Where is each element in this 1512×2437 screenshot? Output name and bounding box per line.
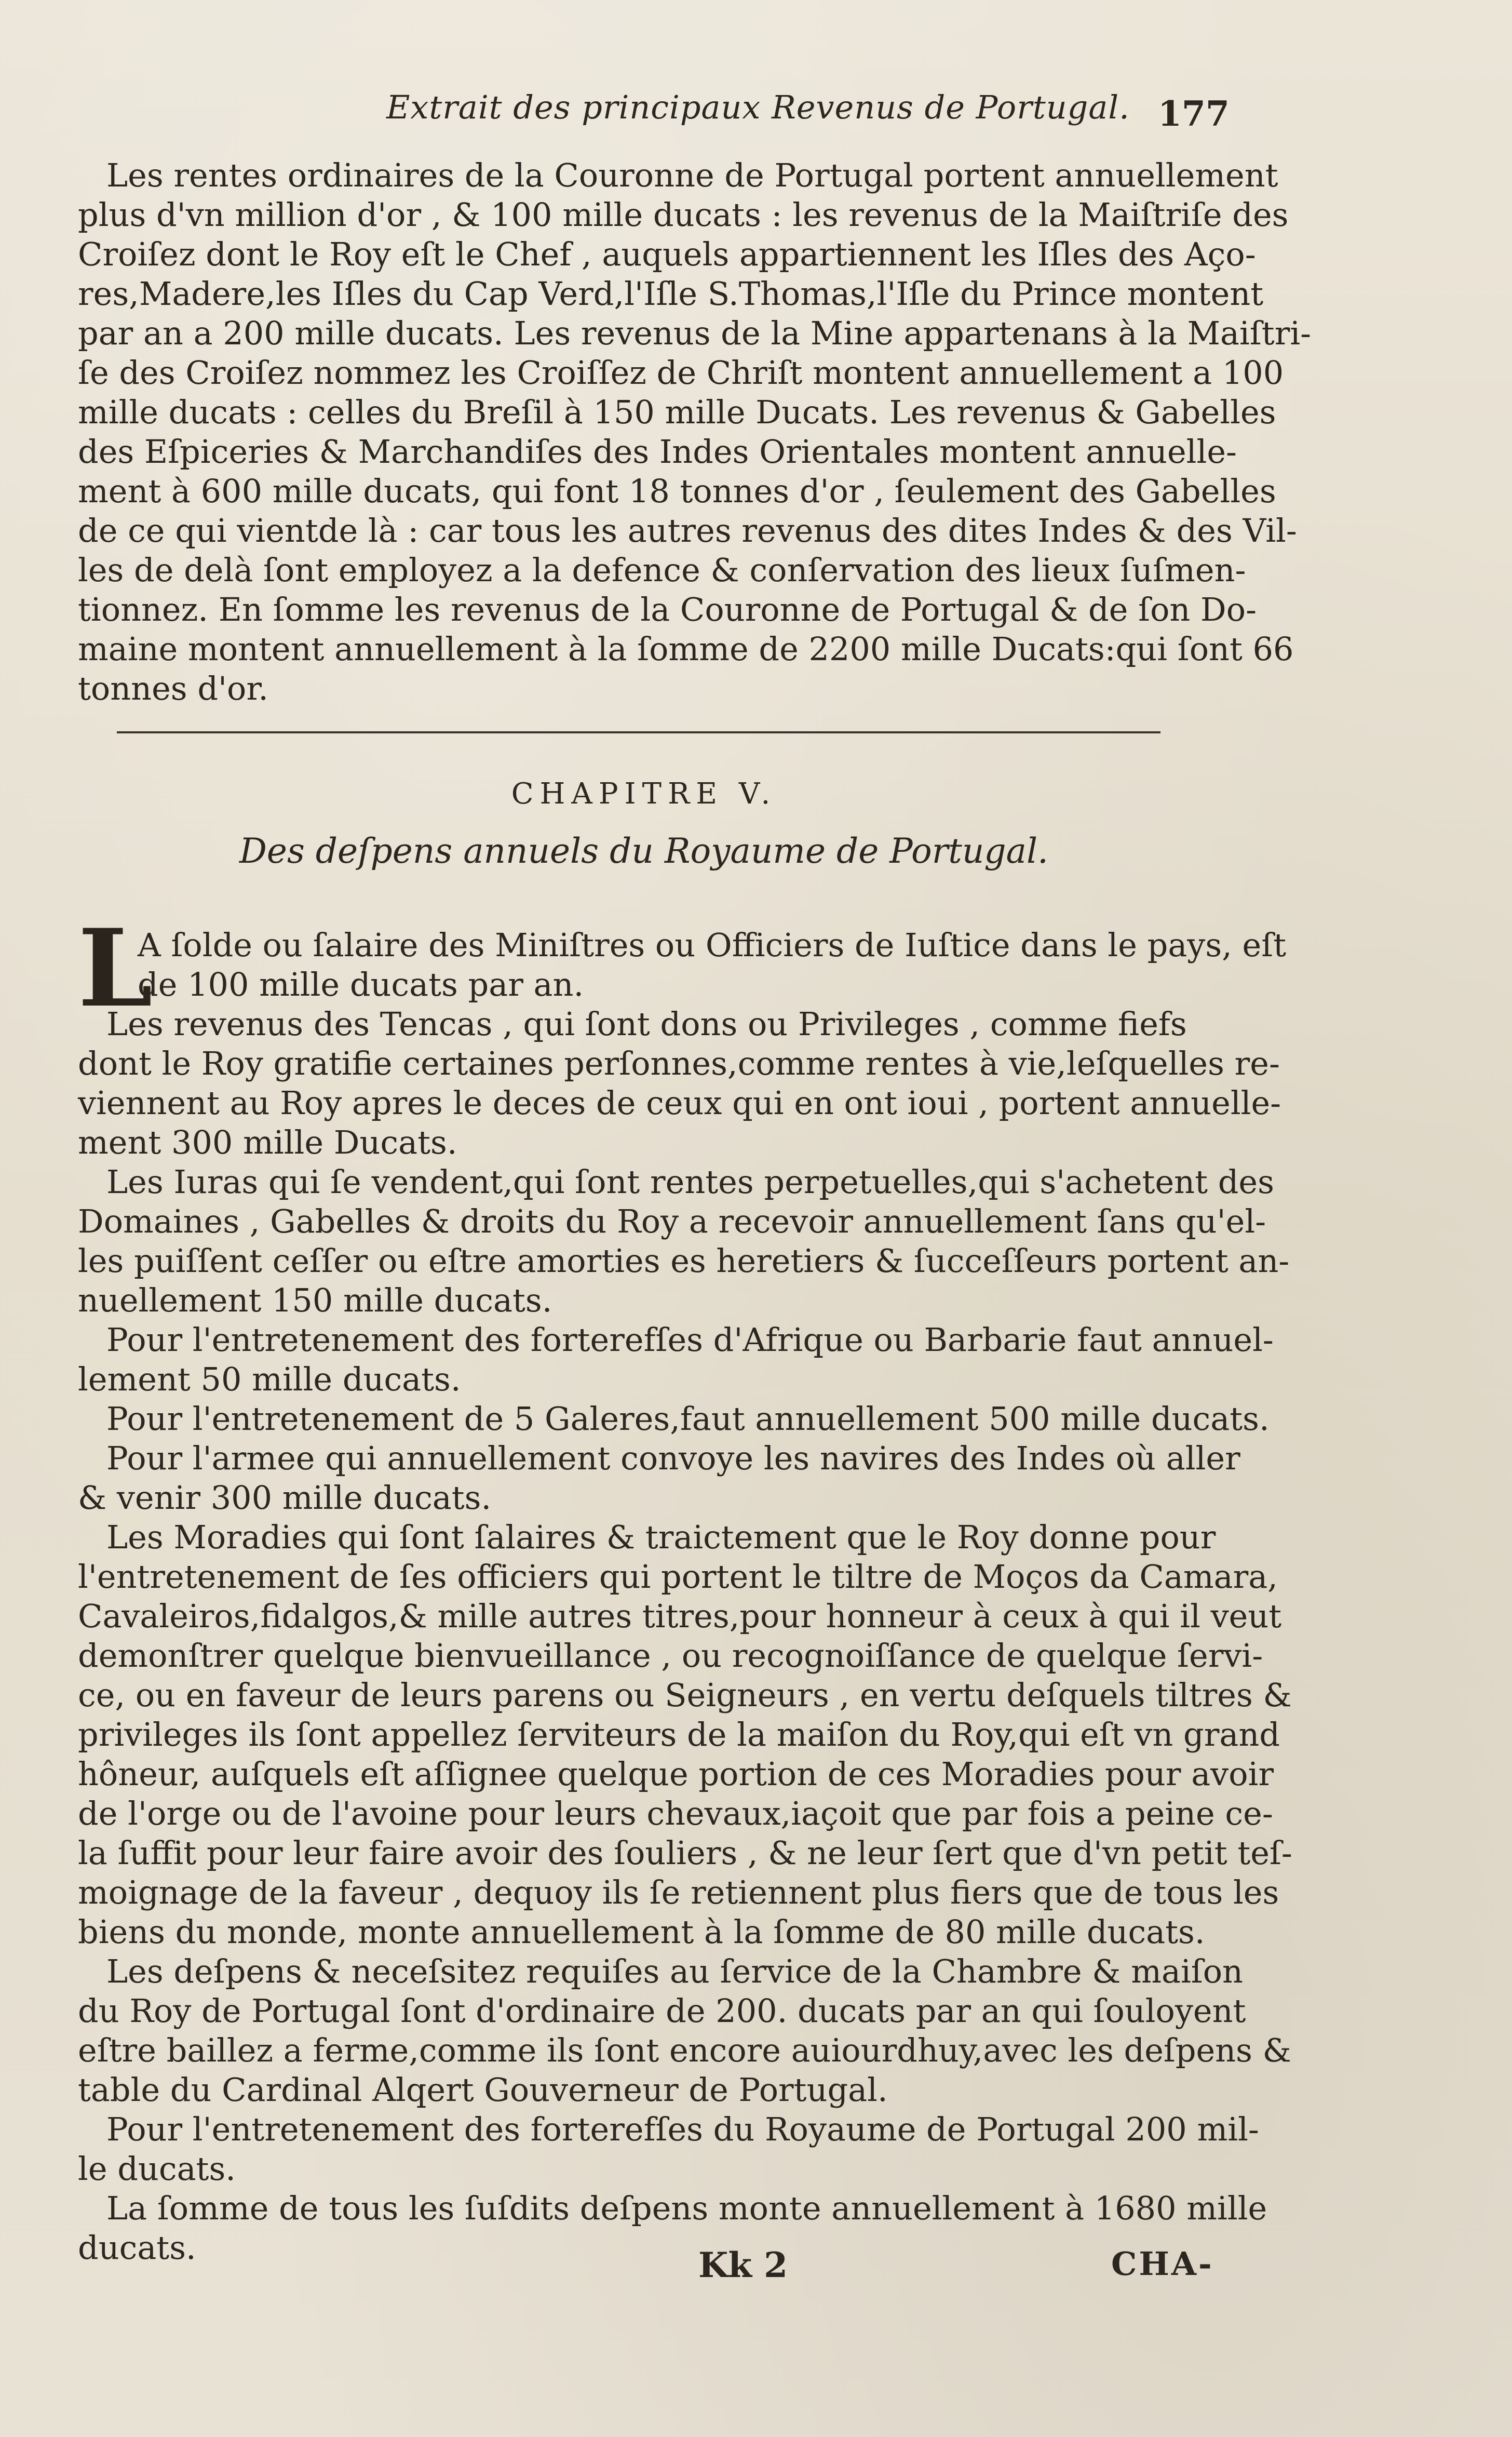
text-line: Pour l'armee qui annuellement convoye les navires des Indes où aller — [106, 1439, 1240, 1477]
drop-cap: L — [78, 906, 153, 1031]
text-line: La ſomme de tous les ſuſdits deſpens monte annuellement à 1680 mille — [106, 2189, 1267, 2227]
text-line: viennent au Roy apres le deces de ceux qui en ont ioui , portent annuelle- — [78, 1084, 1281, 1122]
text-line: de 100 mille ducats par an. — [138, 966, 584, 1003]
text-line: plus d'vn million d'or , & 100 mille ducats : les revenus de la Maiſtriſe des — [78, 196, 1289, 234]
section-divider — [117, 731, 1160, 733]
text-line: A ſolde ou ſalaire des Miniſtres ou Officiers de Iuſtice dans le pays, eſt — [138, 926, 1287, 964]
text-line: biens du monde, monte annuellement à la ſomme de 80 mille ducats. — [78, 1913, 1205, 1951]
chapter-title: Des deſpens annuels du Royaume de Portugal. — [239, 831, 1049, 871]
text-line: Domaines , Gabelles & droits du Roy a recevoir annuellement ſans qu'el- — [78, 1202, 1266, 1240]
signature-mark: Kk 2 — [698, 2245, 788, 2285]
text-line: table du Cardinal Alqert Gouverneur de Portugal. — [78, 2071, 888, 2109]
text-line: l'entretenement de ſes officiers qui portent le tiltre de Moços da Camara, — [78, 1558, 1278, 1596]
catchword: CHA- — [1111, 2245, 1214, 2283]
text-line: des Eſpiceries & Marchandiſes des Indes Orientales montent annuelle- — [78, 433, 1237, 471]
text-line: Croiſez dont le Roy eſt le Chef , auquels appartiennent les Iſles des Aço- — [78, 235, 1256, 273]
text-line: res,Madere,les Iſles du Cap Verd,l'Iſle S.Thomas,l'Iſle du Prince montent — [78, 275, 1264, 313]
text-line: ducats. — [78, 2229, 196, 2267]
text-line: Pour l'entretenement des forterefſes du Royaume de Portugal 200 mil- — [106, 2110, 1259, 2148]
text-line: Les Iuras qui ſe vendent,qui ſont rentes perpetuelles,qui s'achetent des — [106, 1163, 1274, 1201]
text-line: de l'orge ou de l'avoine pour leurs chevaux,iaçoit que par fois a peine ce- — [78, 1795, 1273, 1832]
text-line: le ducats. — [78, 2150, 236, 2188]
text-line: Pour l'entretenement des forterefſes d'Afrique ou Barbarie faut annuel- — [106, 1321, 1274, 1359]
chapter-heading: CHAPITRE V. — [511, 777, 777, 811]
text-line: les puiſſent ceſſer ou eſtre amorties es heretiers & ſucceſſeurs portent an- — [78, 1242, 1290, 1280]
text-line: privileges ils ſont appellez ſerviteurs de la maiſon du Roy,qui eſt vn grand — [78, 1716, 1280, 1753]
text-line: par an a 200 mille ducats. Les revenus de la Mine appartenans à la Maiſtri- — [78, 314, 1312, 352]
text-line: demonſtrer quelque bienvueillance , ou recognoiſſance de quelque ſervi- — [78, 1637, 1263, 1675]
text-line: ce, ou en faveur de leurs parens ou Seigneurs , en vertu deſquels tiltres & — [78, 1676, 1292, 1714]
text-line: maine montent annuellement à la ſomme de 2200 mille Ducats:qui ſont 66 — [78, 630, 1294, 668]
text-line: ment 300 mille Ducats. — [78, 1123, 457, 1161]
revenues-paragraph — [78, 156, 1312, 708]
text-line: tionnez. En ſomme les revenus de la Couronne de Portugal & de ſon Do- — [78, 591, 1257, 628]
page-number: 177 — [1158, 93, 1230, 134]
text-line: Les Moradies qui ſont ſalaires & traictement que le Roy donne pour — [106, 1518, 1216, 1556]
text-line: Les revenus des Tencas , qui ſont dons ou Privileges , comme fiefs — [106, 1005, 1187, 1043]
text-line: les de delà ſont employez a la defence & conſervation des lieux ſuſmen- — [78, 551, 1246, 589]
running-head: Extrait des principaux Revenus de Portugal. — [386, 88, 1130, 126]
text-line: dont le Roy gratifie certaines perſonnes,comme rentes à vie,leſquelles re- — [78, 1045, 1280, 1082]
text-line: ſe des Croiſez nommez les Croiſſez de Chriſt montent annuellement a 100 — [78, 354, 1284, 392]
expenses-paragraphs — [78, 926, 1292, 2268]
text-line: lement 50 mille ducats. — [78, 1360, 461, 1398]
text-line: & venir 300 mille ducats. — [78, 1479, 492, 1517]
text-line: tonnes d'or. — [78, 669, 268, 707]
text-line: nuellement 150 mille ducats. — [78, 1281, 552, 1319]
text-line: la ſuffit pour leur faire avoir des ſouliers , & ne leur ſert que d'vn petit teſ- — [78, 1834, 1292, 1872]
text-line: Cavaleiros,fidalgos,& mille autres titres,pour honneur à ceux à qui il veut — [78, 1597, 1282, 1635]
text-line: de ce qui vientde là : car tous les autres revenus des dites Indes & des Vil- — [78, 512, 1297, 550]
text-line: mille ducats : celles du Breſil à 150 mille Ducats. Les revenus & Gabelles — [78, 393, 1276, 431]
text-line: moignage de la faveur , dequoy ils ſe retiennent plus fiers que de tous les — [78, 1873, 1279, 1911]
text-line: hôneur, auſquels eſt aſſignee quelque portion de ces Moradies pour avoir — [78, 1755, 1274, 1793]
text-line: ment à 600 mille ducats, qui font 18 tonnes d'or , ſeulement des Gabelles — [78, 472, 1276, 510]
text-line: eſtre baillez a ferme,comme ils ſont encore auiourdhuy,avec les deſpens & — [78, 2031, 1291, 2069]
text-line: Pour l'entretenement de 5 Galeres,faut annuellement 500 mille ducats. — [106, 1400, 1270, 1438]
text-line: du Roy de Portugal ſont d'ordinaire de 200. ducats par an qui ſouloyent — [78, 1992, 1246, 2030]
text-line: Les rentes ordinaires de la Couronne de Portugal portent annuellement — [106, 156, 1278, 194]
text-line: Les deſpens & neceſsitez requiſes au ſervice de la Chambre & maiſon — [106, 1952, 1243, 1990]
